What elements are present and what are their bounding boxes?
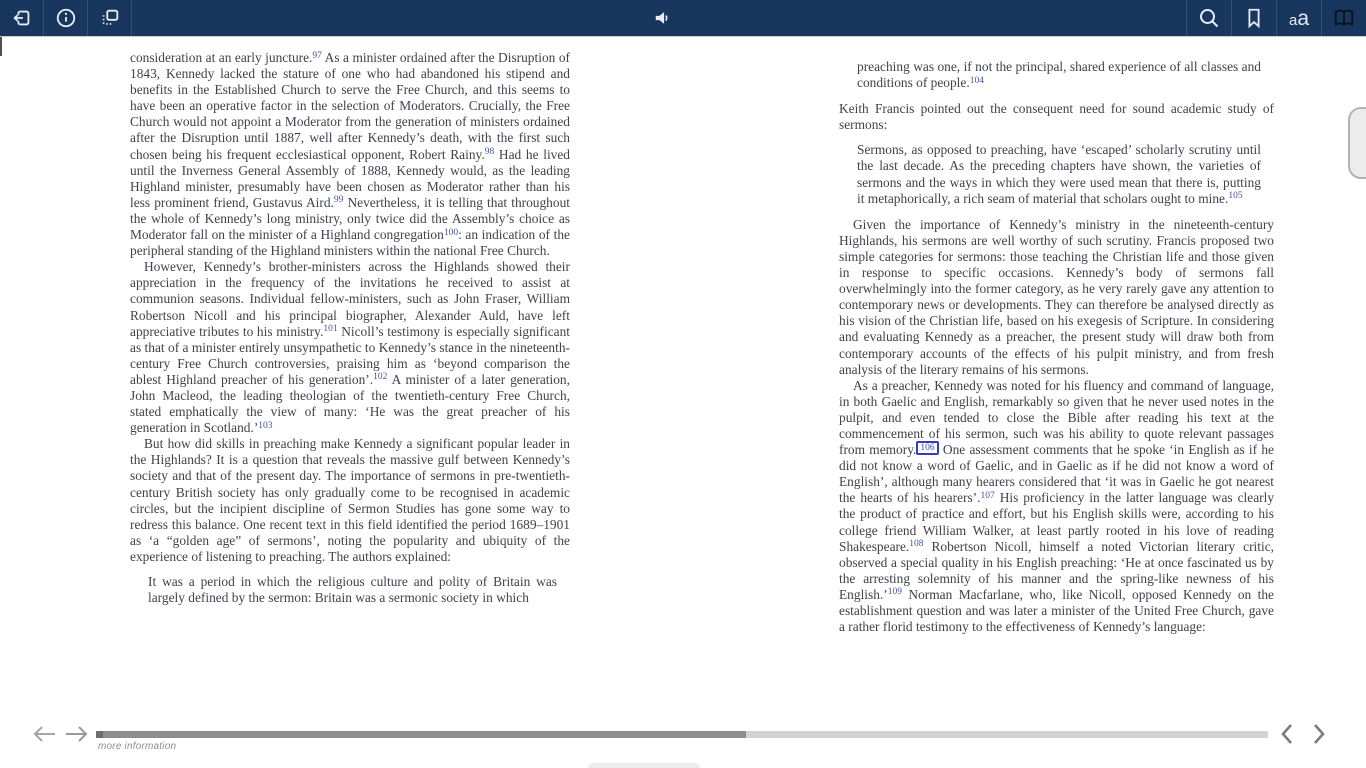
toolbar-left-group	[0, 0, 132, 36]
bookmark-button[interactable]	[1231, 0, 1276, 36]
paragraph: It was a period in which the religious culture and polity of Britain was largely defined by the sermon: Britain was a sermonic society in which	[148, 574, 557, 606]
next-page-button[interactable]	[1308, 721, 1330, 752]
progress-start-marker	[96, 731, 103, 738]
paragraph: As a preacher, Kennedy was noted for his fluency and command of language, in both Gaelic and English, remarkably so given that he never used notes in the pulpit, and even tended to close the Bible after reading his text at the commencement of his sermon, such was his ability to quote relevant passages from memory. $^{106}$ One assessment comments that he spoke ‘in English as if he did not know a word of Gaelic, and in Gaelic as if he did not know a word of English’, although many hearers considered that ‘it was in Gaelic he got nearest the hearts of his hearers’.$^{107}$ His proficiency in the latter language was clearly the product of practice and effort, but his English skills were, according to his college friend William Walker, at least partly rooted in his love of reading Shakespeare.$^{108}$ Robertson Nicoll, himself a noted Victorian literary critic, observed a special quality in his English preaching: ‘He at once fascinated us by the arresting solemnity of his manner and the spring-like newness of his English.’$^{109}$ Norman Macfarlane, who, like Nicoll, opposed Kennedy on the establishment question and was later a minister of the United Free Church, gave a rather florid testimony to the effectiveness of Kennedy’s language:	[839, 377, 1275, 635]
volume-icon	[652, 8, 672, 28]
arrow-right-icon	[64, 723, 90, 745]
footnote-link[interactable]: 97	[312, 50, 322, 61]
open-book-icon	[1332, 7, 1356, 29]
paragraph: But how did skills in preaching make Kennedy a significant popular leader in the Highlands? It is a question that reveals the massive gulf between Kennedy’s society and that of the present day. The importance of sermons in pre-twentieth-century British society has only gradually come to be recognised in academic circles, but the incipient discipline of Sermon Studies has gone some way to redress this balance. One recent text in this field identified the period 1689–1901 as ‘a “golden age” of sermons’, noting the popularity and ubiquity of the experience of listening to preaching. The authors explained:	[130, 436, 570, 564]
previous-page-button[interactable]	[1276, 721, 1298, 752]
pages-button[interactable]	[88, 0, 132, 36]
bookmark-icon	[1244, 7, 1264, 29]
footnote-link[interactable]: 108	[909, 539, 924, 550]
audio-button[interactable]	[642, 0, 682, 36]
progress-fill	[96, 731, 746, 738]
search-button[interactable]	[1186, 0, 1231, 36]
paragraph: Sermons, as opposed to preaching, have ‘escaped’ scholarly scrutiny until the last decade. As the preceding chapters have shown, the varieties of sermons and the ways in which they were used mean that there is, putting it metaphorically, a rich seam of material that scholars ought to mine.$^{105}$	[857, 142, 1261, 206]
footnote-link[interactable]: 98	[484, 147, 495, 158]
exit-icon	[11, 7, 33, 29]
exit-button[interactable]	[0, 0, 44, 36]
arrow-left-icon	[31, 723, 57, 745]
text-settings-button[interactable]	[1276, 0, 1321, 36]
info-button[interactable]	[44, 0, 88, 36]
footnote-link[interactable]: 104	[969, 75, 984, 86]
bottom-panel-handle[interactable]	[588, 763, 700, 768]
footnote-link[interactable]: 107	[980, 490, 995, 501]
pages-icon	[99, 7, 121, 29]
page-right-column	[839, 50, 1274, 635]
reading-progress-bar[interactable]	[96, 731, 1268, 738]
search-icon	[1197, 6, 1221, 30]
paragraph: Given the importance of Kennedy’s ministry in the nineteenth-century Highlands, his sermons are well worthy of such scrutiny. Francis proposed two simple categories for sermons: those teaching the Christian life and those given in response to specific occasions. Kennedy’s body of sermons fall overwhelmingly into the former category, as he very rarely gave any attention to contemporary news or developments. They can therefore be analysed directly as his vision of the Christian life, based on his exegesis of Scripture. In considering and evaluating Kennedy as a preacher, the present study will draw both from contemporary accounts of the effects of his pulpit ministry, and from fresh analysis of the literary remains of his sermons.	[839, 216, 1274, 377]
library-button[interactable]	[1321, 0, 1366, 36]
more-information-label: more information	[98, 741, 177, 752]
footnote-link[interactable]: 109	[887, 587, 902, 598]
left-edge-marker	[0, 37, 2, 56]
footnote-link[interactable]: 100	[443, 227, 459, 238]
text-settings-icon: aa	[1288, 6, 1310, 30]
history-forward-button[interactable]	[64, 723, 90, 750]
paragraph: preaching was one, if not the principal, shared experience of all classes and conditions of people.$^{104}$	[857, 59, 1261, 91]
history-back-button[interactable]	[31, 723, 57, 750]
footnote-link[interactable]: 106	[916, 441, 938, 455]
toolbar	[0, 0, 1366, 37]
chevron-left-icon	[1276, 721, 1298, 747]
chevron-right-icon	[1308, 721, 1330, 747]
footnote-link[interactable]: 103	[258, 420, 273, 431]
paragraph: consideration at an early juncture.$^{97}$ As a minister ordained after the Disruption of 1843, Kennedy lacked the stature of one who had abandoned his stipend and benefits in the Established Church to serve the Free Church, and this seems to have been an operative factor in the selection of Moderators. Crucially, the Free Church would not appoint a Moderator from the generation of ministers ordained after the Disruption until 1887, well after Kennedy’s death, with the first such chosen being his frequent ecclesiastical opponent, Robert Rainy.$^{98}$ Had he lived until the Inverness General Assembly of 1888, Kennedy would, as the leading Highland minister, presumably have been chosen as Moderator rather than his less prominent friend, Gustavus Aird.$^{99}$ Nevertheless, it is telling that throughout the whole of Kennedy’s long ministry, only twice did the Assembly’s choice as Moderator fall on the minister of a Highland congregation$^{100}$: an indication of the peripheral standing of the Highland ministers within the national Free Church.	[130, 50, 571, 259]
footnote-link[interactable]: 99	[333, 195, 344, 206]
paragraph: Keith Francis pointed out the consequent need for sound academic study of sermons:	[839, 101, 1274, 133]
footnote-link[interactable]: 102	[373, 372, 388, 383]
footnote-link[interactable]: 105	[1228, 191, 1243, 202]
info-icon	[55, 7, 77, 29]
footnote-link[interactable]: 101	[323, 324, 338, 335]
paragraph: However, Kennedy’s brother-ministers across the Highlands showed their appreciation in the frequency of the invitations he received to assist at communion seasons. Individual fellow-ministers, such as John Fraser, William Robertson Nicoll and his principal biographer, Alexander Auld, have left appreciative tributes to his ministry.$^{101}$ Nicoll’s testimony is especially significant as that of a minister entirely unsympathetic to Kennedy’s stance in the nineteenth-century Free Church controversies, praising him as ‘beyond comparison the ablest Highland preacher of his generation’.$^{102}$ A minister of a later generation, John Macleod, the leading theologian of the twentieth-century Free Church, stated emphatically the view of many: ‘He was the great preacher of his generation in Scotland.’$^{103}$	[130, 259, 571, 436]
scroll-handle[interactable]	[1348, 107, 1366, 179]
toolbar-right-group	[1186, 0, 1366, 36]
page-left-column	[130, 50, 570, 615]
